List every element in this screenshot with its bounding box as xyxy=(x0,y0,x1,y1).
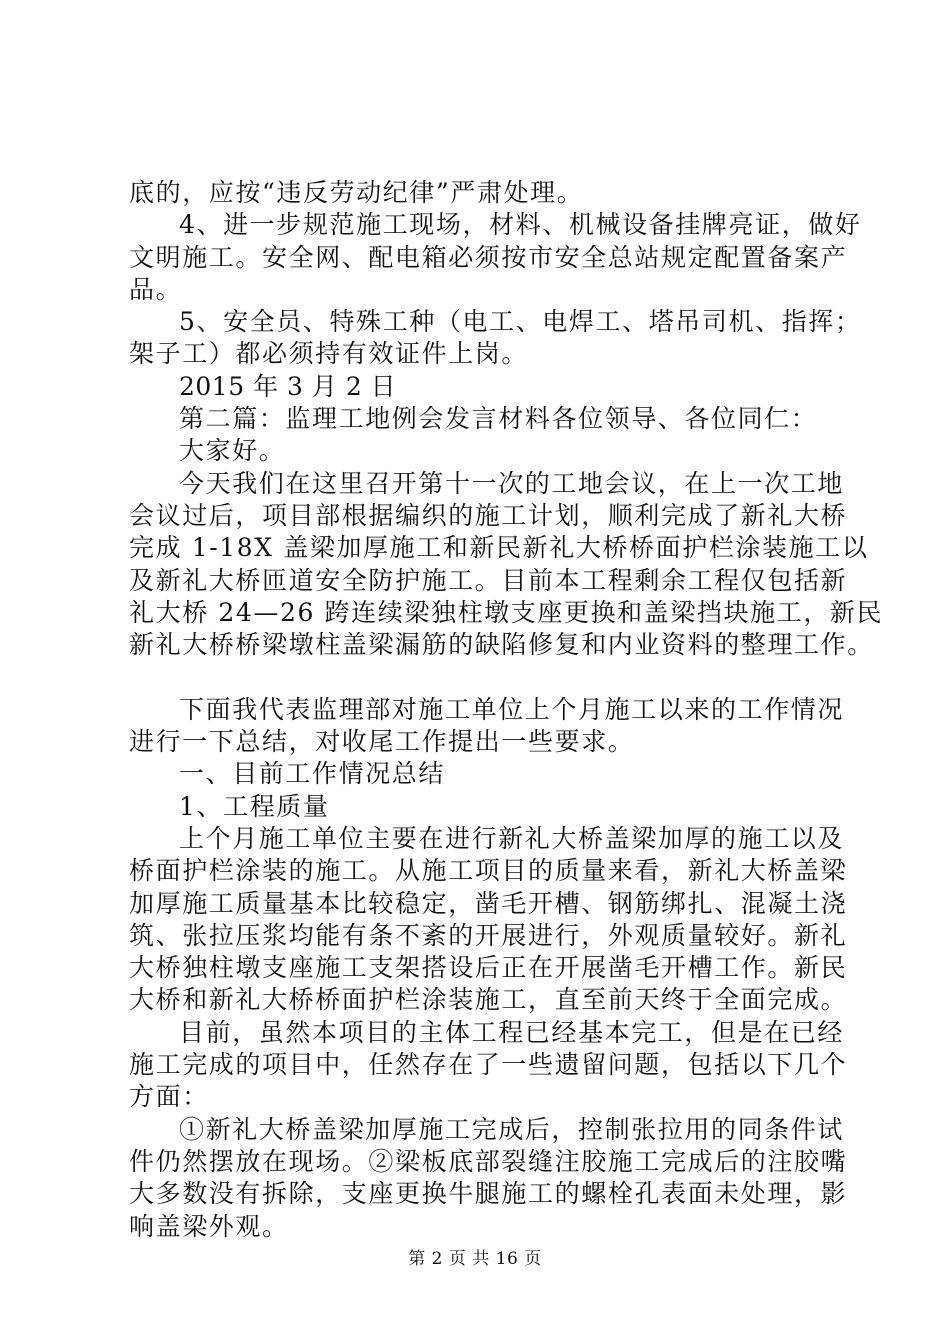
paragraph-start: 今天我们在这里召开第十一次的工地会议，在上一次工地 xyxy=(179,468,845,498)
text-line: 件仍然摆放在现场。②梁板底部裂缝注胶施工完成后的注胶嘴 xyxy=(129,1146,848,1176)
paragraph-start: 下面我代表监理部对施工单位上个月施工以来的工作情况 xyxy=(179,694,845,724)
text-line: 新礼大桥桥梁墩柱盖梁漏筋的缺陷修复和内业资料的整理工作。 xyxy=(129,630,874,660)
text-line: 及新礼大桥匝道安全防护施工。目前本工程剩余工程仅包括新 xyxy=(129,565,848,595)
paragraph-start: 目前，虽然本项目的主体工程已经基本完工，但是在已经 xyxy=(179,1017,845,1047)
text-line: 底的，应按“违反劳动纪律”严肃处理。 xyxy=(129,178,584,207)
paragraph-start: 上个月施工单位主要在进行新礼大桥盖梁加厚的施工以及 xyxy=(179,823,845,853)
blank-line xyxy=(129,661,849,693)
text-line: 品。 xyxy=(129,274,183,304)
text-line: 进行一下总结，对收尾工作提出一些要求。 xyxy=(129,727,635,757)
text-line: 加厚施工质量基本比较稳定，凿毛开槽、钢筋绑扎、混凝土浇 xyxy=(129,888,848,918)
text-line: 文明施工。安全网、配电箱必须按市安全总站规定配置备案产 xyxy=(129,242,848,272)
section-heading: 第二篇：监理工地例会发言材料各位领导、各位同仁： xyxy=(179,404,818,434)
text-line: 会议过后，项目部根据编织的施工计划，顺利完成了新礼大桥 xyxy=(129,500,848,530)
page-footer: 第 2 页 共 16 页 xyxy=(408,1249,542,1269)
text-line: 响盖梁外观。 xyxy=(129,1211,289,1241)
paragraph-start: ①新礼大桥盖梁加厚施工完成后，控制张拉用的同条件试 xyxy=(179,1114,845,1144)
list-item-5: 5、安全员、特殊工种（电工、电焊工、塔吊司机、指挥； xyxy=(179,307,862,337)
list-item-4: 4、进一步规范施工现场，材料、机械设备挂牌亮证，做好 xyxy=(179,210,862,240)
text-line: 方面： xyxy=(129,1082,209,1112)
text-line: 完成 1-18X 盖梁加厚施工和新民新礼大桥桥面护栏涂装施工以 xyxy=(129,533,869,563)
text-line: 大多数没有拆除，支座更换牛腿施工的螺栓孔表面未处理，影 xyxy=(129,1179,848,1209)
text-line: 架子工）都必须持有效证件上岗。 xyxy=(129,339,529,369)
text-line: 施工完成的项目中，任然存在了一些遗留问题，包括以下几个 xyxy=(129,1050,848,1080)
section-heading: 一、目前工作情况总结 xyxy=(179,759,446,789)
date-line: 2015 年 3 月 2 日 xyxy=(179,371,397,401)
text-line: 大桥和新礼大桥桥面护栏涂装施工，直至前天终于全面完成。 xyxy=(129,985,848,1015)
text-line: 筑、张拉压浆均能有条不紊的开展进行，外观质量较好。新礼 xyxy=(129,920,848,950)
text-line: 桥面护栏涂装的施工。从施工项目的质量来看，新礼大桥盖梁 xyxy=(129,856,848,886)
subsection-heading: 1、工程质量 xyxy=(179,791,330,821)
text-line: 礼大桥 24—26 跨连续梁独柱墩支座更换和盖梁挡块施工，新民 xyxy=(129,597,884,627)
greeting: 大家好。 xyxy=(179,436,286,466)
text-line: 大桥独柱墩支座施工支架搭设后正在开展凿毛开槽工作。新民 xyxy=(129,953,848,983)
document-body xyxy=(129,177,884,1243)
